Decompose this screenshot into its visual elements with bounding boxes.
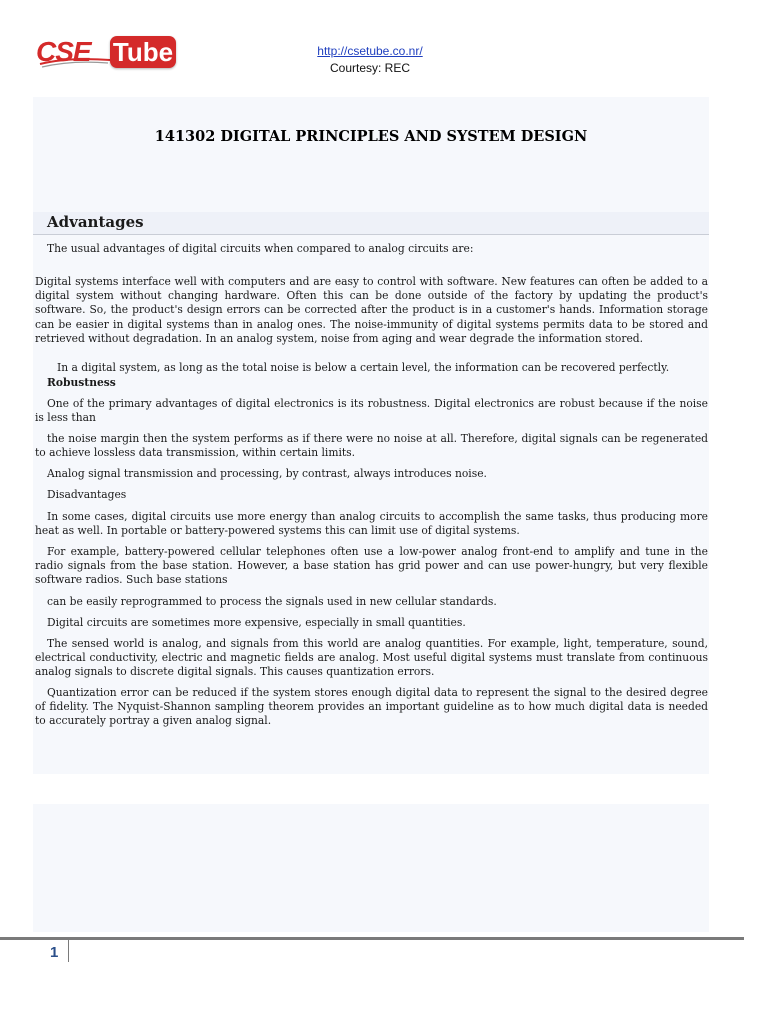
footer-separator [68, 940, 69, 962]
section-heading: Advantages [47, 213, 144, 231]
paragraph: The sensed world is analog, and signals from this world are analog quantities. For example, light, temperature, sound, electrical conductivity, electric and magnetic fields are analog. Most useful digital systems must translate from continuous analog signals to discrete digital signals. This causes quantization errors. [35, 637, 708, 679]
lower-panel [33, 804, 709, 932]
subheading-robustness: Robustness [47, 376, 116, 389]
header-courtesy: Courtesy: REC [329, 61, 411, 75]
paragraph: Digital circuits are sometimes more expensive, especially in small quantities. [47, 616, 466, 629]
subheading-disadvantages: Disadvantages [47, 488, 127, 501]
csetube-logo [36, 34, 176, 72]
logo-cse-text: CSE [36, 36, 91, 67]
document-title: 141302 DIGITAL PRINCIPLES AND SYSTEM DESIGN [154, 128, 588, 145]
paragraph: For example, battery-powered cellular telephones often use a low-power analog front-end to amplify and tune in the radio signals from the base station. However, a base station has grid power and can use power-hungry, but very flexible software radios. Such base stations [35, 545, 708, 587]
paragraph: the noise margin then the system performs as if there were no noise at all. Therefore, digital signals can be regenerated to achieve lossless data transmission, within certain limits. [35, 432, 708, 460]
header-url-link[interactable]: http://csetube.co.nr/ [317, 44, 423, 58]
logo-swoosh-icon [38, 56, 112, 68]
paragraph: In some cases, digital circuits use more energy than analog circuits to accomplish the same tasks, thus producing more heat as well. In portable or battery-powered systems this can limit use of digital systems. [35, 510, 708, 538]
paragraph: Quantization error can be reduced if the system stores enough digital data to represent the signal to the desired degree of fidelity. The Nyquist-Shannon sampling theorem provides an important guideline as to how much digital data is needed to accurately portray a given analog signal. [35, 686, 708, 728]
page-number: 1 [50, 944, 59, 961]
paragraph: One of the primary advantages of digital electronics is its robustness. Digital electronics are robust because if the noise is less than [35, 397, 708, 425]
paragraph: In a digital system, as long as the total noise is below a certain level, the information can be recovered perfectly. [57, 361, 670, 374]
paragraph: Digital systems interface well with computers and are easy to control with software. New features can often be added to a digital system without changing hardware. Often this can be done outside of the factory by updating the product's software. So, the product's design errors can be corrected after the product is in a customer's hands. Information storage can be easier in digital systems than in analog ones. The noise-immunity of digital systems permits data to be stored and retrieved without degradation. In an analog system, noise from aging and wear degrade the information stored. [35, 275, 708, 345]
paragraph: can be easily reprogrammed to process the signals used in new cellular standards. [47, 595, 497, 608]
paragraph: Analog signal transmission and processing, by contrast, always introduces noise. [47, 467, 487, 480]
logo-tube-badge: Tube [110, 36, 176, 68]
paragraph: The usual advantages of digital circuits when compared to analog circuits are: [47, 242, 474, 255]
footer-rule [0, 937, 744, 940]
